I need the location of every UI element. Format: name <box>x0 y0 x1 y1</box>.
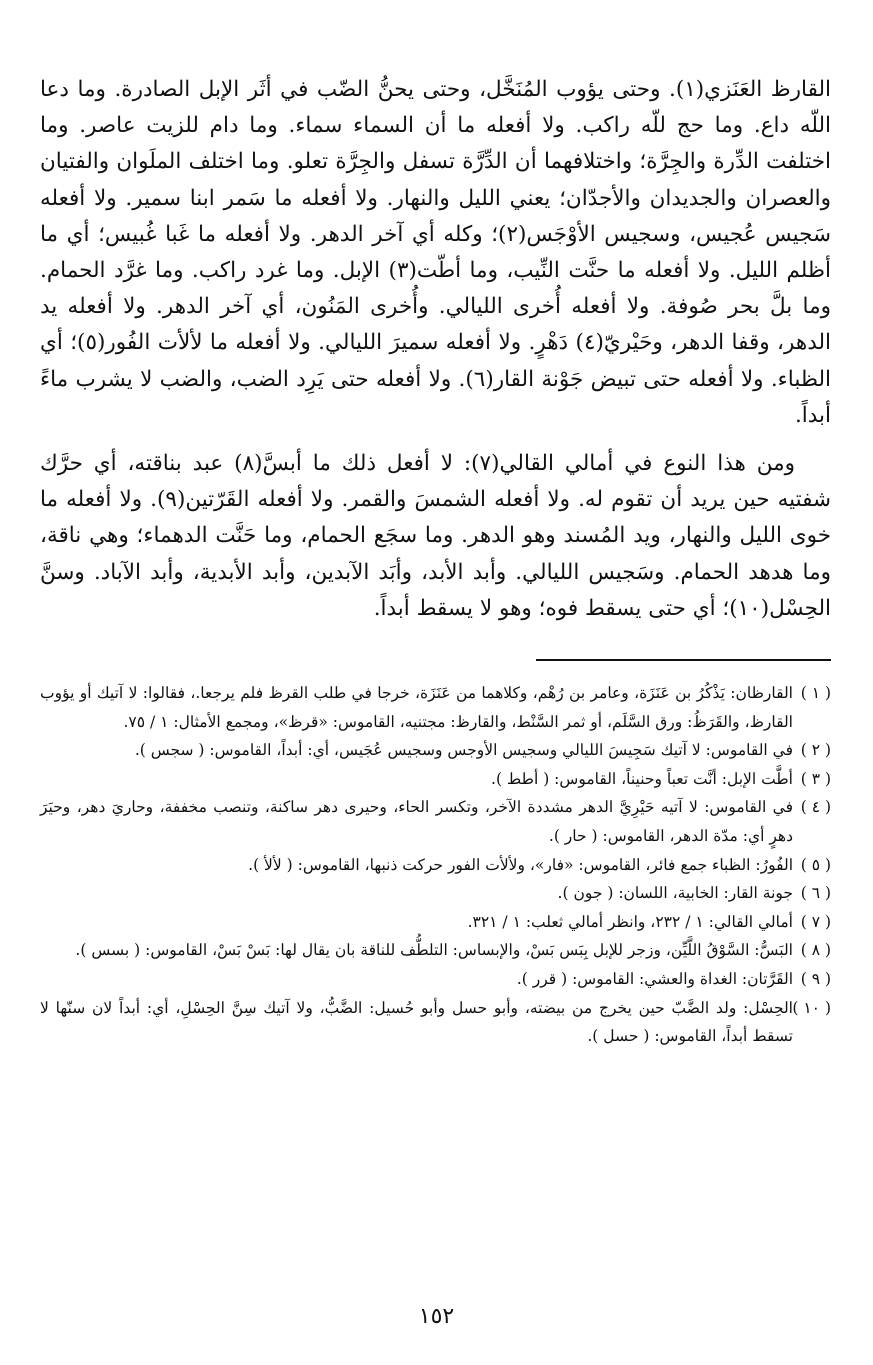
footnote-number: ( ٥ ) <box>800 855 831 874</box>
footnote-text: الفُورُ: الظباء جمع فائر، القاموس: «فار»، ولألأت الفور حركت ذنبها، القاموس: ( لألأ ). <box>248 855 793 874</box>
footnote-5 <box>40 851 831 880</box>
footnote-number: ( ٦ ) <box>800 884 831 903</box>
footnote-text: أمالي القالي: ١ / ٢٣٢، وانظر أمالي ثعلب: ١ / ٣٢١. <box>467 912 793 931</box>
footnotes <box>40 679 831 1051</box>
main-paragraph-2: ومن هذا النوع في أمالي القالي(٧): لا أفعل ذلك ما أبسَّ(٨) عبد بناقته، أي حرَّك شفتيه حين يريد أن تقوم له. ولا أفعله الشمسَ والقمر. ولا أفعله القَرّتين(٩). ولا أفعله ما خوى الليل والنهار، ويد المُسند وهو الدهر. وما سجَع الحمام، وما حَنَّت الدهماء؛ وهي ناقة، وما هدهد الحمام. وسَجيس الليالي. وأبد الأبد، وأبَد الآبدين، وأبد الأبدية، وأبد الآباد. وسنَّ الحِسْل(١٠)؛ أي حتى يسقط فوه؛ وهو لا يسقط أبداً. <box>40 451 831 621</box>
footnote-text: جونة القار: الخابية، اللسان: ( جون ). <box>557 884 793 903</box>
footnote-2 <box>40 736 831 765</box>
footnote-10 <box>40 994 831 1051</box>
footnote-number: ( ٧ ) <box>800 912 831 931</box>
footnote-text: البَسُّ: السَّوْقُ اللَّيِّن، وزجر للإبل بِبَس بَسْ، والإبساس: التلطُّف للناقة بان يقال لها: بَسْ بَسْ، القاموس: ( بسس ). <box>75 941 793 960</box>
footnote-number: ( ١ ) <box>800 684 831 703</box>
footnote-text: في القاموس: لا آتيك سَجِيسَ الليالي وسجيس الأوجس وسجيس عُجَيس، أي: أبداً، القاموس: ( سجس ). <box>134 741 793 760</box>
footnote-text: الحِسْل: ولد الضَّبّ حين يخرج من بيضته، وأبو حسل وأبو حُسيل: الضَّبُّ، ولا آتيك سِنَّ الحِسْلِ، أي: أبداً لان سنّها لا تسقط أبداً، القاموس: ( حسل ). <box>40 998 793 1046</box>
footnote-number: ( ٢ ) <box>800 741 831 760</box>
footnote-8 <box>40 936 831 965</box>
footnote-number: ( ٣ ) <box>800 769 831 788</box>
footnote-text: أطَّت الإبل: أنَّت تعباً وحنيناً، القاموس: ( أطط ). <box>491 769 793 788</box>
footnote-text: القارظان: يَذْكُرُ بن عَنَزَة، وعامر بن رُهْم، وكلاهما من عَنَزَة، خرجا في طلب القرظ فلم يرجعا.، فقالوا: لا آتيك أو يؤوب القارظ، والقَرَظُ: ورق السَّلَم، أو ثمر السَّنْط، والقارظ: مجتنيه، القاموس: «قرظ»، ومجمع الأمثال: ١ / ٧٥. <box>40 684 793 731</box>
footnote-6 <box>40 879 831 908</box>
footnote-number: ( ٤ ) <box>800 798 831 817</box>
footnote-number: ( ٨ ) <box>800 941 831 960</box>
footnote-divider <box>536 659 831 661</box>
footnote-4 <box>40 793 831 850</box>
main-text <box>40 72 831 627</box>
page-number: ١٥٢ <box>418 1304 455 1329</box>
footnote-3 <box>40 765 831 794</box>
main-paragraph-1: القارظ العَنَزي(١). وحتى يؤوب المُنَخَّل، وحتى يحنُّ الضّب في أثَر الإبل الصادرة. وما دعا اللّه داع. وما حج للّه راكب. ولا أفعله ما أن السماء سماء. وما دام للزيت عاصر. وما اختلفت الدِّرة والجِرَّة؛ واختلافهما أن الدِّرَّة تسفل والجِرَّة تعلو. وما اختلف الملَوان والفتيان والعصران والجديدان والأجدّان؛ يعني الليل والنهار. ولا أفعله ما سَمر ابنا سمير. ولا أفعله سَجيس عُجيس، وسجيس الأوْجَس(٢)؛ وكله أي آخر الدهر. ولا أفعله ما غَبا غُبيس؛ أي ما أظلم الليل. ولا أفعله ما حنَّت النِّيب، وما أطّت(٣) الإبل. وما غرد راكب. وما غرَّد الحمام. وما بلَّ بحر صُوفة. ولا أفعله أُخرى الليالي. وأُخرى المَنُون، أي آخر الدهر. ولا أفعله يد الدهر، وقفا الدهر، وحَيْريّ(٤) دَهْرٍ. ولا أفعله سميرَ الليالي. ولا أفعله ما لألأت الفُور(٥)؛ أي الظباء. ولا أفعله حتى تبيض جَوْنة القار(٦). ولا أفعله حتى يَرِد الضب، والضب لا يشرب ماءً أبداً. <box>40 77 832 428</box>
footnote-text: القَرَّتان: الغداة والعشي: القاموس: ( قرر ). <box>516 969 793 988</box>
footnote-text: في القاموس: لا آتيه حَيْرِيَّ الدهر مشددة الآخر، وتكسر الحاء، وحيرى دهر ساكنة، وتنصب مخففة، وحاريَ دهر، وحيَرَ دهرٍ أي: مدّة الدهر، القاموس: ( حار ). <box>40 798 793 846</box>
footnote-9 <box>40 965 831 994</box>
footnote-7 <box>40 908 831 937</box>
footnote-number: ( ١٠ ) <box>792 998 831 1017</box>
footnote-number: ( ٩ ) <box>800 969 831 988</box>
footnote-1 <box>40 679 831 736</box>
